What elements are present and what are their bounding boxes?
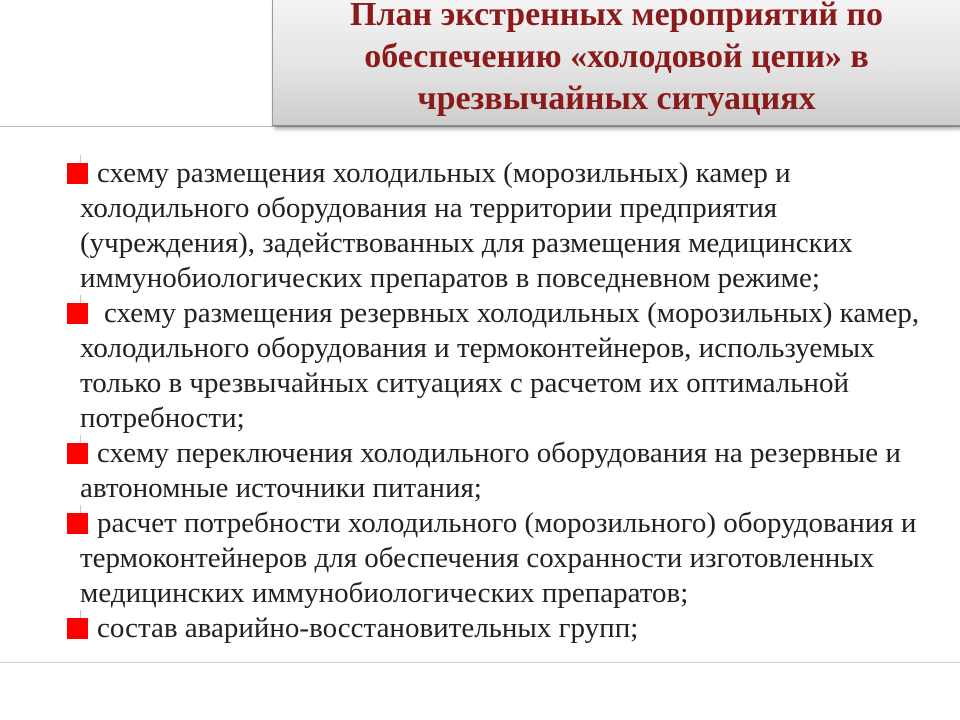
- bullet-text: расчет потребности холодильного (морозильного) оборудования и: [97, 507, 917, 539]
- bullet-list: [0, 156, 960, 646]
- bullet-marker: [67, 618, 88, 639]
- footer-divider: [0, 662, 960, 663]
- bullet-text-line: только в чрезвычайных ситуациях с расчетом их оптимальной: [80, 367, 849, 399]
- bullet-text: схему размещения холодильных (морозильных) камер и: [97, 157, 791, 189]
- bullet-item: [0, 156, 960, 296]
- bullet-marker: [67, 443, 88, 464]
- bullet-text-line: потребности;: [80, 402, 245, 434]
- bullet-text-line: термоконтейнеров для обеспечения сохранности изготовленных: [80, 542, 875, 574]
- title-box: [272, 0, 960, 126]
- title-line: обеспечению «холодовой цепи» в: [364, 38, 869, 75]
- title-line: План экстренных мероприятий по: [349, 0, 884, 33]
- bullet-text-line: иммунобиологических препаратов в повседневном режиме;: [80, 262, 820, 294]
- bullet-item: [0, 296, 960, 436]
- bullet-text-line: [0, 296, 960, 331]
- bullet-item: [0, 506, 960, 611]
- bullet-text-line: холодильного оборудования на территории предприятия: [80, 192, 778, 224]
- bullet-text-line: [0, 436, 960, 471]
- slide-title: [273, 0, 960, 120]
- bullet-item: [0, 611, 960, 646]
- bullet-text-line: медицинских иммунобиологических препаратов;: [80, 577, 689, 609]
- bullet-text-line: [0, 506, 960, 541]
- bullet-marker: [67, 163, 88, 184]
- bullet-text: состав аварийно-восстановительных групп;: [97, 612, 639, 644]
- header-divider: [0, 126, 960, 127]
- bullet-text-line: [0, 156, 960, 191]
- title-line: чрезвычайных ситуациях: [417, 80, 816, 117]
- bullet-text: схему переключения холодильного оборудования на резервные и: [97, 437, 901, 469]
- bullet-text-line: автономные источники питания;: [80, 472, 482, 504]
- bullet-text-line: холодильного оборудования и термоконтейнеров, используемых: [80, 332, 875, 364]
- bullet-text: схему размещения резервных холодильных (морозильных) камер,: [104, 297, 920, 329]
- bullet-text-line: [0, 611, 960, 646]
- bullet-marker: [67, 303, 88, 324]
- bullet-marker: [67, 513, 88, 534]
- bullet-text-line: (учреждения), задействованных для размещения медицинских: [80, 227, 853, 259]
- bullet-item: [0, 436, 960, 506]
